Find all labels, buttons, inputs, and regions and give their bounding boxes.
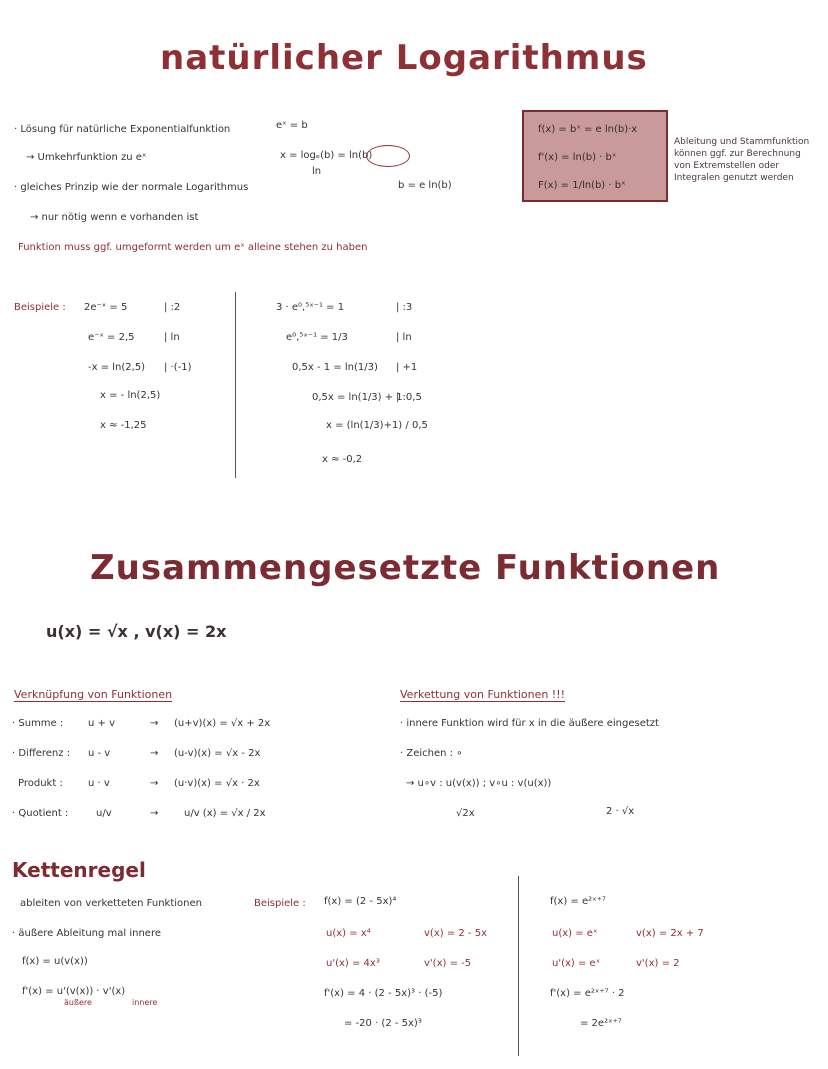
box-note-1: Ableitung und Stammfunktion xyxy=(674,137,810,147)
ex1-left-2-op: | ·(-1) xyxy=(164,362,192,373)
kr-line-3: f(x) = u(v(x)) xyxy=(22,956,88,967)
ex1-left-0-op: | :2 xyxy=(164,302,181,313)
vk-row-3-op: u/v xyxy=(96,808,112,819)
ex1-right-2: 0,5x - 1 = ln(1/3) xyxy=(292,362,378,373)
kr-ex1-vprime: v'(x) = -5 xyxy=(424,958,472,969)
intro-line-2: → Umkehrfunktion zu eˣ xyxy=(26,152,147,163)
kr-ex2-result: = 2e²ˣ⁺⁷ xyxy=(580,1018,622,1029)
examples-divider xyxy=(235,292,236,478)
verkettung-result-2: 2 · √x xyxy=(606,806,635,817)
intro-eq-3: b = e ln(b) xyxy=(398,180,452,191)
box-fprime: f'(x) = ln(b) · bˣ xyxy=(538,152,617,163)
intro-line-4: → nur nötig wenn e vorhanden ist xyxy=(30,212,199,223)
ex1-left-1-op: | ln xyxy=(164,332,180,343)
ex1-right-2-op: | +1 xyxy=(396,362,418,373)
verkettung-line-1: · innere Funktion wird für x in die äußere eingesetzt xyxy=(400,718,659,729)
vk-row-1-res: (u-v)(x) = √x - 2x xyxy=(174,748,261,759)
vk-row-3-name: · Quotient : xyxy=(12,808,69,819)
kr-label-aeussere: äußere xyxy=(64,998,92,1007)
intro-eq-1: eˣ = b xyxy=(276,120,308,131)
kr-line-2: · äußere Ableitung mal innere xyxy=(12,928,161,939)
box-f: f(x) = bˣ = e ln(b)·x xyxy=(538,124,638,135)
page-title: natürlicher Logarithmus xyxy=(160,38,648,78)
kr-ex2-uprime: u'(x) = eˣ xyxy=(552,958,601,969)
ex1-right-1: e⁰,⁵ˣ⁻¹ = 1/3 xyxy=(286,332,348,343)
verknuepfung-heading: Verknüpfung von Funktionen xyxy=(14,688,173,701)
kr-ex2-fprime: f'(x) = e²ˣ⁺⁷ · 2 xyxy=(550,988,625,999)
ex1-left-1: e⁻ˣ = 2,5 xyxy=(88,332,135,343)
verkettung-heading: Verkettung von Funktionen !!! xyxy=(400,688,566,701)
vk-row-2-arrow: → xyxy=(150,778,159,789)
vk-row-0-arrow: → xyxy=(150,718,159,729)
box-F: F(x) = 1/ln(b) · bˣ xyxy=(538,180,626,191)
vk-row-1-arrow: → xyxy=(150,748,159,759)
kr-line-1: ableiten von verketteten Funktionen xyxy=(20,898,202,909)
kr-ex1-result: = -20 · (2 - 5x)³ xyxy=(344,1018,422,1029)
ex1-right-0-op: | :3 xyxy=(396,302,413,313)
ln-note: ln xyxy=(312,166,322,177)
kr-divider xyxy=(518,876,519,1056)
kr-ex2-f: f(x) = e²ˣ⁺⁷ xyxy=(550,896,606,907)
ex1-right-1-op: | ln xyxy=(396,332,412,343)
kr-ex2-v: v(x) = 2x + 7 xyxy=(636,928,704,939)
verkettung-line-2: · Zeichen : ∘ xyxy=(400,748,463,759)
vk-row-0-name: · Summe : xyxy=(12,718,64,729)
vk-row-2-name: Produkt : xyxy=(18,778,63,789)
ex1-left-3: x = - ln(2,5) xyxy=(100,390,161,401)
vk-row-3-arrow: → xyxy=(150,808,159,819)
verkettung-result-1: √2x xyxy=(456,808,475,819)
ex1-left-0: 2e⁻ˣ = 5 xyxy=(84,302,128,313)
kr-ex1-u: u(x) = x⁴ xyxy=(326,928,371,939)
kr-ex2-u: u(x) = eˣ xyxy=(552,928,598,939)
intro-line-1: · Lösung für natürliche Exponentialfunktion xyxy=(14,124,231,135)
ex1-left-2: -x = ln(2,5) xyxy=(88,362,146,373)
kr-label-innere: innere xyxy=(132,998,158,1007)
ex1-right-3: 0,5x = ln(1/3) + 1 xyxy=(312,392,403,403)
box-note-2: können ggf. zur Berechnung xyxy=(674,149,801,159)
kr-ex1-v: v(x) = 2 - 5x xyxy=(424,928,487,939)
vk-row-3-res: u/v (x) = √x / 2x xyxy=(184,808,266,819)
vk-row-0-res: (u+v)(x) = √x + 2x xyxy=(174,718,271,729)
ex1-left-4: x ≈ -1,25 xyxy=(100,420,147,431)
kr-line-4: f'(x) = u'(v(x)) · v'(x) xyxy=(22,986,126,997)
kr-ex1-f: f(x) = (2 - 5x)⁴ xyxy=(324,896,397,907)
box-note xyxy=(674,136,809,184)
ex1-right-4: x = (ln(1/3)+1) / 0,5 xyxy=(326,420,428,431)
kettenregel-heading: Kettenregel xyxy=(12,858,146,882)
vk-row-2-res: (u·v)(x) = √x · 2x xyxy=(174,778,260,789)
ex1-right-5: x ≈ -0,2 xyxy=(322,454,363,465)
formula-box xyxy=(522,110,668,202)
intro-line-3: · gleiches Prinzip wie der normale Logarithmus xyxy=(14,182,249,193)
examples-label: Beispiele : xyxy=(14,302,66,313)
intro-line-5: Funktion muss ggf. umgeformt werden um eˣ alleine stehen zu haben xyxy=(18,242,368,253)
vk-row-0-op: u + v xyxy=(88,718,115,729)
vk-row-2-op: u · v xyxy=(88,778,110,789)
ln-highlight-circle xyxy=(366,145,410,167)
ex1-right-3-op: | :0,5 xyxy=(396,392,422,403)
box-note-3: von Extremstellen oder xyxy=(674,161,780,171)
kr-ex2-vprime: v'(x) = 2 xyxy=(636,958,680,969)
function-definitions: u(x) = √x , v(x) = 2x xyxy=(46,622,227,641)
kr-ex1-fprime: f'(x) = 4 · (2 - 5x)³ · (-5) xyxy=(324,988,443,999)
kr-ex1-uprime: u'(x) = 4x³ xyxy=(326,958,380,969)
verkettung-line-3: → u∘v : u(v(x)) ; v∘u : v(u(x)) xyxy=(406,778,552,789)
vk-row-1-name: · Differenz : xyxy=(12,748,71,759)
vk-row-1-op: u - v xyxy=(88,748,111,759)
section-title-2: Zusammengesetzte Funktionen xyxy=(90,548,721,588)
ex1-right-0: 3 · e⁰,⁵ˣ⁻¹ = 1 xyxy=(276,302,345,313)
kr-examples-label: Beispiele : xyxy=(254,898,306,909)
box-note-4: Integralen genutzt werden xyxy=(674,173,794,183)
intro-eq-2: x = logₑ(b) = ln(b) xyxy=(280,150,373,161)
